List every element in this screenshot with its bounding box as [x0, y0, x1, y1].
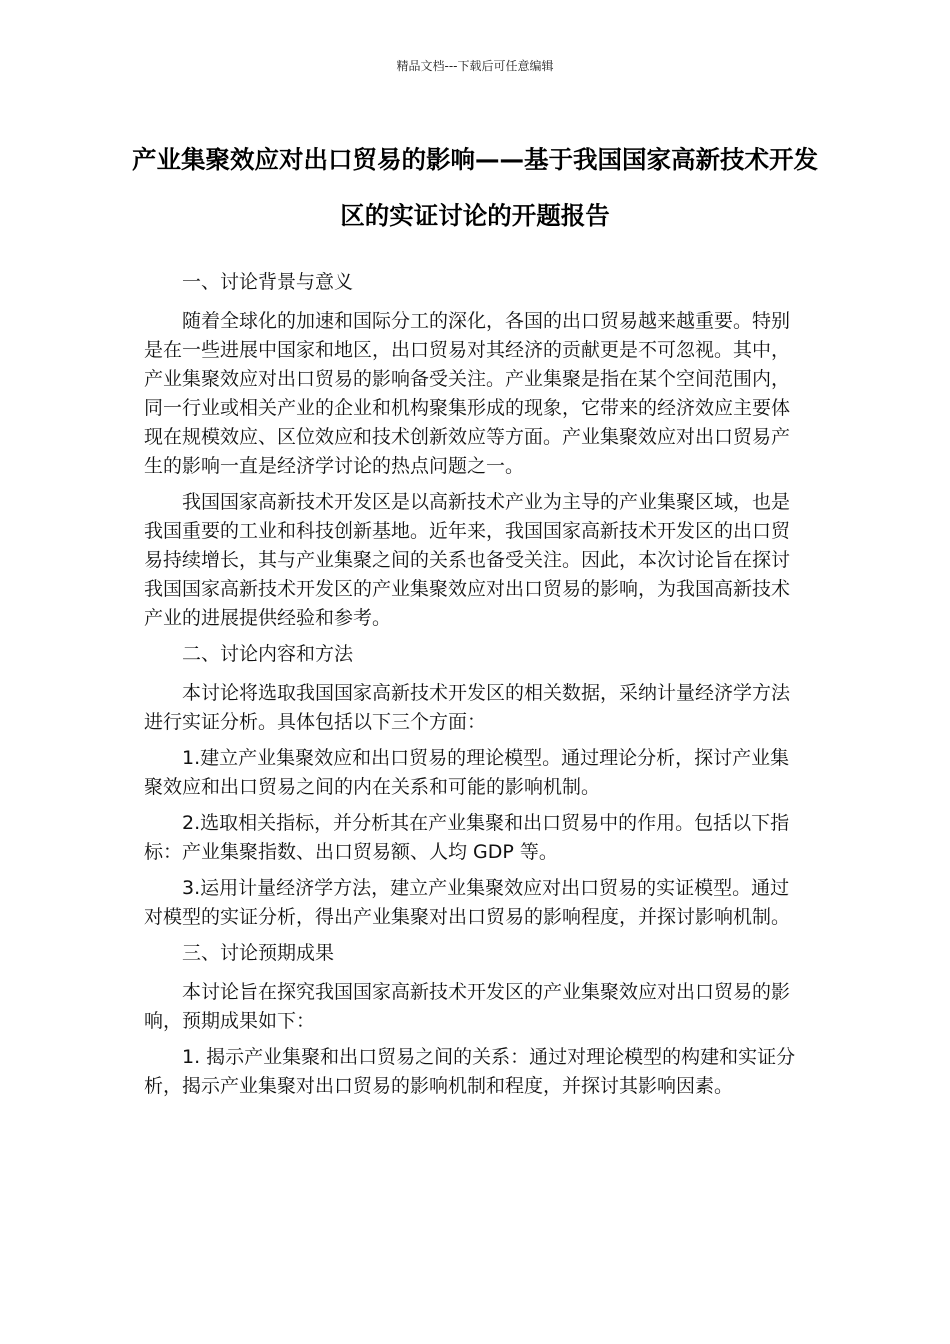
paragraph-methods-item-1: 1.建立产业集聚效应和出口贸易的理论模型。通过理论分析，探讨产业集聚效应和出口贸易之间的内在关系和可能的影响机制。 [144, 747, 790, 798]
paragraph-methods-item-2: 2.选取相关指标，并分析其在产业集聚和出口贸易中的作用。包括以下指标：产业集聚指数、出口贸易额、人均 GDP 等。 [144, 812, 790, 863]
paragraph-methods-item-3: 3.运用计量经济学方法，建立产业集聚效应对出口贸易的实证模型。通过对模型的实证分析，得出产业集聚对出口贸易的影响程度，并探讨影响机制。 [144, 877, 791, 928]
document-title: 产业集聚效应对出口贸易的影响——基于我国国家高新技术开发区的实证讨论的开题报告 [132, 145, 818, 230]
paragraph-methods-intro: 本讨论将选取我国国家高新技术开发区的相关数据，采纳计量经济学方法进行实证分析。具体包括以下三个方面： [144, 682, 791, 733]
paragraph-results-item-1: 1. 揭示产业集聚和出口贸易之间的关系：通过对理论模型的构建和实证分析，揭示产业集聚对出口贸易的影响机制和程度，并探讨其影响因素。 [144, 1046, 796, 1097]
paragraph-results-intro: 本讨论旨在探究我国国家高新技术开发区的产业集聚效应对出口贸易的影响，预期成果如下： [144, 981, 791, 1032]
section-heading-background: 一、讨论背景与意义 [182, 271, 354, 293]
paragraph-background-2: 我国国家高新技术开发区是以高新技术产业为主导的产业集聚区域，也是我国重要的工业和科技创新基地。近年来，我国国家高新技术开发区的出口贸易持续增长，其与产业集聚之间的关系也备受关注。因此，本次讨论旨在探讨我国国家高新技术开发区的产业集聚效应对出口贸易的影响，为我国高新技术产业的进展提供经验和参考。 [144, 491, 791, 629]
header-note: 精品文档---下载后可任意编辑 [396, 59, 554, 73]
section-heading-expected-results: 三、讨论预期成果 [182, 942, 335, 964]
document-body [144, 268, 806, 1108]
paragraph-background-1: 随着全球化的加速和国际分工的深化，各国的出口贸易越来越重要。特别是在一些进展中国家和地区，出口贸易对其经济的贡献更是不可忽视。其中，产业集聚效应对出口贸易的影响备受关注。产业集聚是指在某个空间范围内，同一行业或相关产业的企业和机构聚集形成的现象，它带来的经济效应主要体现在规模效应、区位效应和技术创新效应等方面。产业集聚效应对出口贸易产生的影响一直是经济学讨论的热点问题之一。 [144, 310, 791, 477]
section-heading-content-methods: 二、讨论内容和方法 [182, 643, 354, 665]
